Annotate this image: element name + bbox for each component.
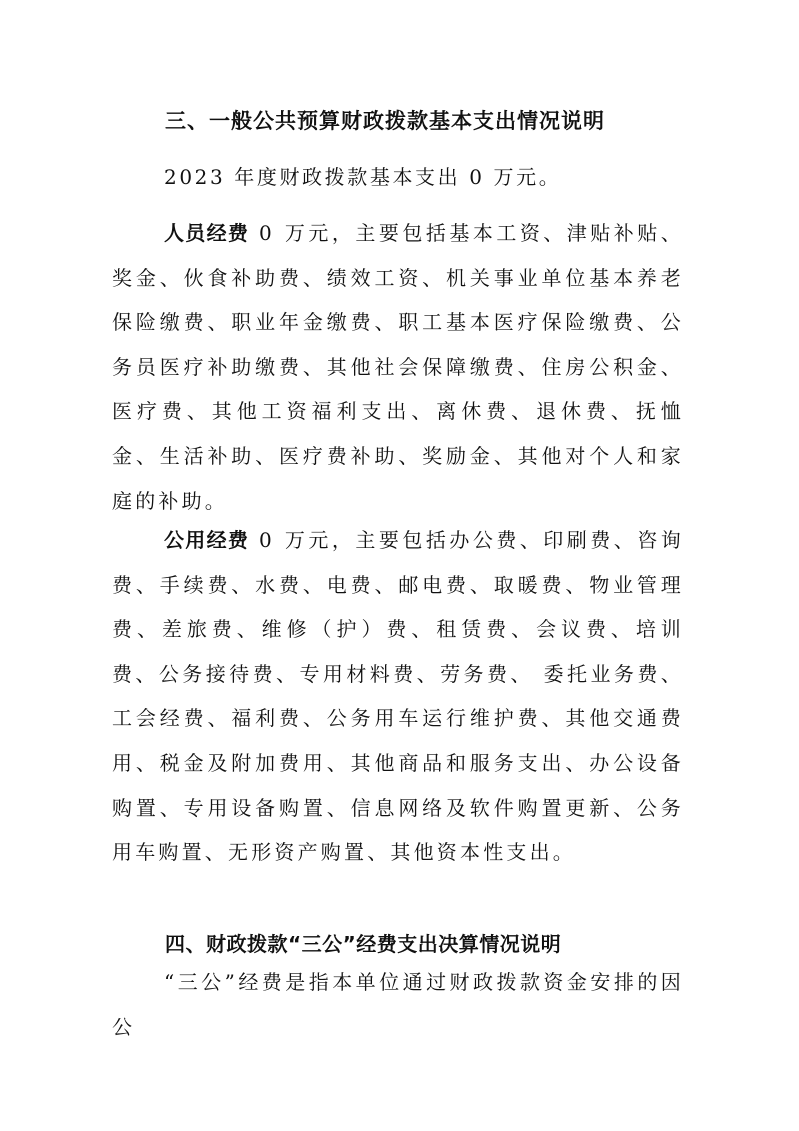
three-public-expense-intro: “三公”经费是指本单位通过财政拨款资金安排的因公 [112,970,684,1039]
section-4-heading: 四、财政拨款“三公”经费支出决算情况说明 [165,932,562,956]
personnel-expense-text: 0 万元，主要包括基本工资、津贴补贴、奖金、伙食补助费、绩效工资、机关事业单位基本养老保险缴费、职业年金缴费、职工基本医疗保险缴费、公务员医疗补助缴费、其他社会保障缴费、住房公积金、医疗费、其他工资福利支出、离休费、退休费、抚恤金、生活补助、医疗费补助、奖励金、其他对个人和家庭的补助。 [112,221,684,513]
personnel-expense-paragraph [112,211,684,523]
basic-expenditure-total: 2023 年度财政拨款基本支出 0 万元。 [164,165,562,189]
public-expense-paragraph [112,518,684,875]
public-expense-label: 公用经费 [164,528,250,552]
public-expense-text: 0 万元，主要包括办公费、印刷费、咨询费、手续费、水费、电费、邮电费、取暖费、物业管理费、差旅费、维修（护）费、租赁费、会议费、培训费、公务接待费、专用材料费、劳务费、 委托业务费、工会经费、福利费、公务用车运行维护费、其他交通费用、税金及附加费用、其他商品和服务支出、办公设备购置、专用设备购置、信息网络及软件购置更新、公务用车购置、无形资产购置、其他资本性支出。 [112,528,684,865]
personnel-expense-label: 人员经费 [164,221,250,245]
section-3-heading: 三、一般公共预算财政拨款基本支出情况说明 [165,109,605,133]
